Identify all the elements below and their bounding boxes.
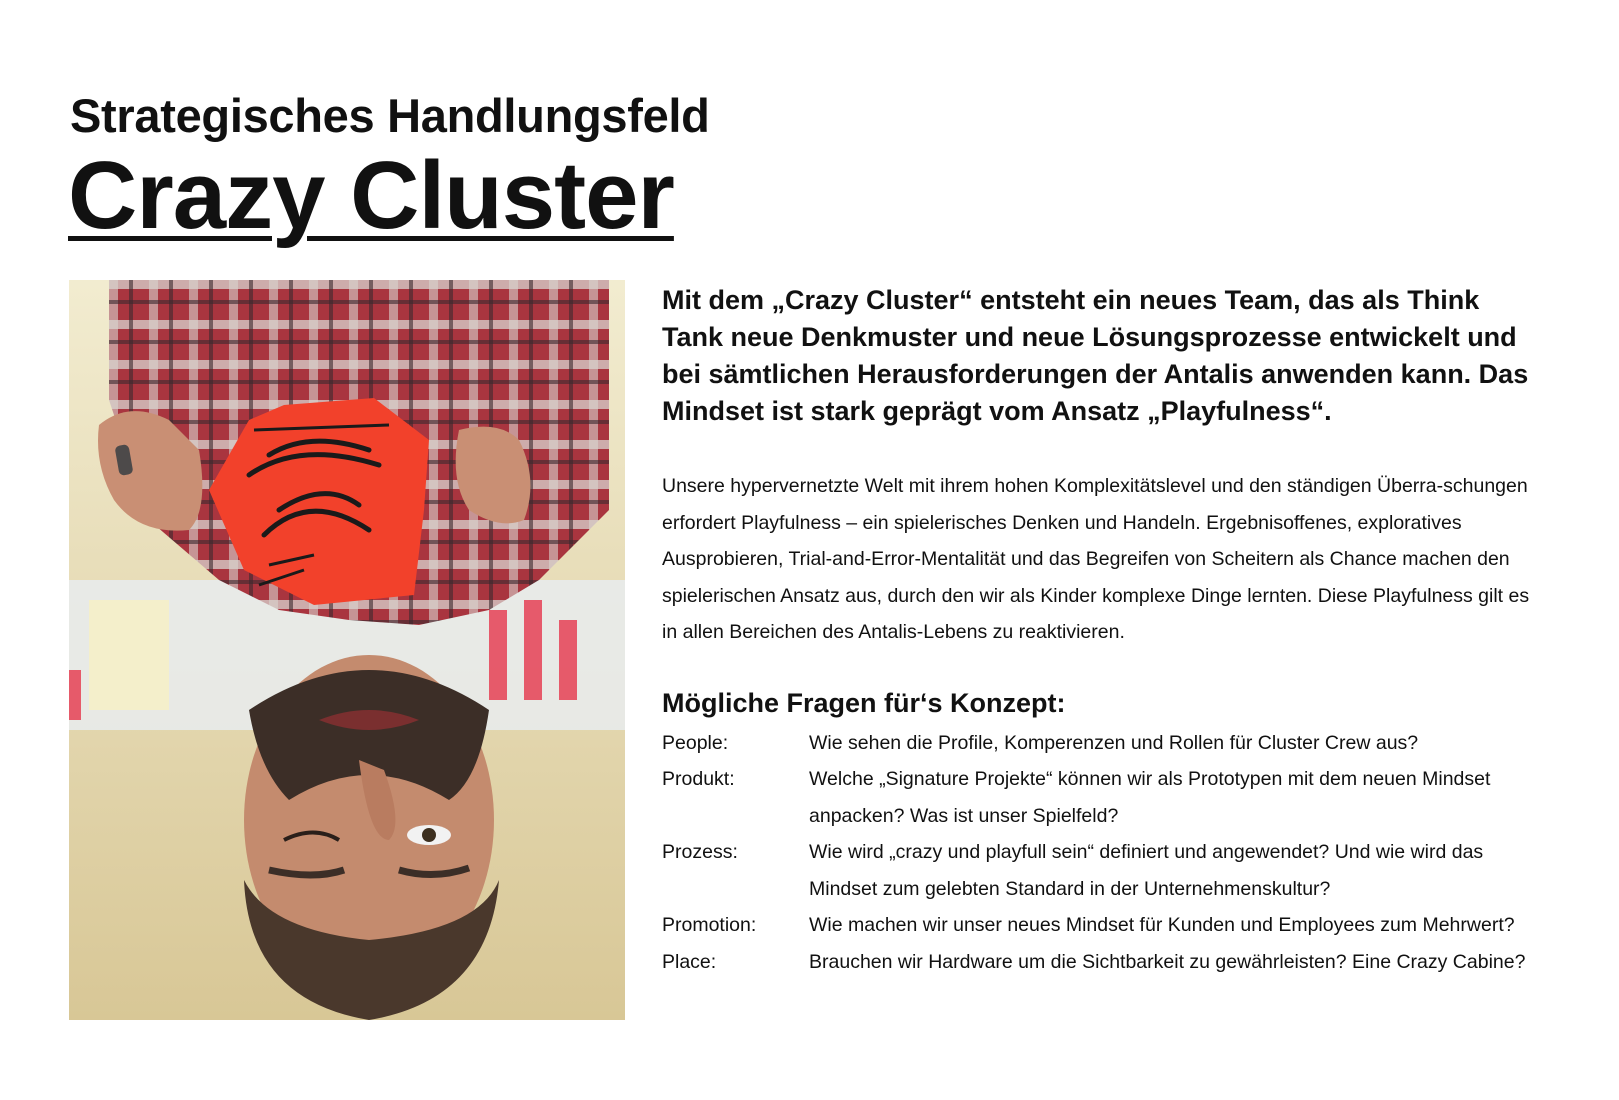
question-row-prozess (662, 834, 1542, 907)
question-label: Produkt: (662, 768, 735, 790)
questions-heading: Mögliche Fragen für‘s Konzept: (662, 687, 1066, 718)
content-column (662, 282, 1542, 980)
person-holding-red-sign-icon (69, 280, 625, 1020)
question-text: Brauchen wir Hardware um die Sichtbarkeit zu gewährleisten? Eine Crazy Cabine? (809, 950, 1526, 973)
questions-list (662, 725, 1542, 981)
lead-paragraph: Mit dem „Crazy Cluster“ entsteht ein neues Team, das als Think Tank neue Denkmuster und neue Lösungsprozesse entwickelt und bei sämtlichen Herausforderungen der Antalis anwenden kann. Das Mindset ist stark geprägt vom Ansatz „Playfulness“. (662, 285, 1529, 426)
person-photo (69, 280, 625, 1020)
question-label: Place: (662, 950, 717, 973)
subtitle: Strategisches Handlungsfeld (70, 89, 710, 142)
question-row-produkt (662, 761, 1542, 834)
question-row-people (662, 725, 1542, 762)
question-text: Wie machen wir unser neues Mindset für Kunden und Employees zum Mehrwert? (809, 914, 1515, 936)
question-text: Wie sehen die Profile, Komperenzen und Rollen für Cluster Crew aus? (809, 731, 1419, 754)
question-label: People: (662, 731, 729, 754)
question-label: Promotion: (662, 914, 757, 936)
page-title: Crazy Cluster (68, 142, 674, 249)
body-paragraph: Unsere hypervernetzte Welt mit ihrem hohen Komplexitätslevel und den ständigen Überra-schungen erfordert Playfulness – ein spielerisches Denken und Handeln. Ergebnisoffenes, exploratives Ausprobieren, Trial-and-Error-Mentalität und das Begreifen von Scheitern als Chance machen den spielerischen Ansatz aus, durch den wir als Kinder komplexe Dinge lernten. Diese Playfulness gilt es in allen Bereichen des Antalis-Lebens zu reaktivieren. (662, 475, 1530, 643)
question-label: Prozess: (662, 841, 738, 863)
question-text: Welche „Signature Projekte“ können wir als Prototypen mit dem neuen Mindset anpacken? Was ist unser Spielfeld? (809, 768, 1491, 827)
question-row-place (662, 944, 1542, 981)
question-row-promotion (662, 907, 1542, 944)
question-text: Wie wird „crazy und playfull sein“ definiert und angewendet? Und wie wird das Mindset zum gelebten Standard in der Unternehmenskultur? (809, 841, 1484, 900)
